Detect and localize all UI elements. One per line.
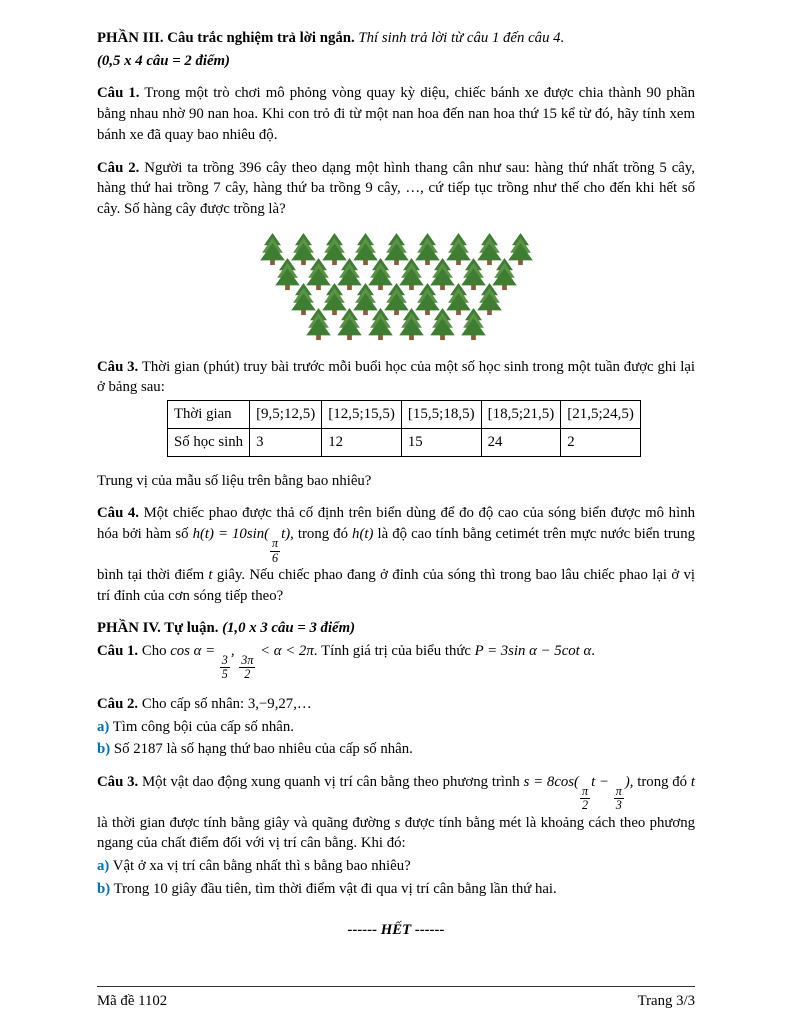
- question-4-3-a: a) Vật ở xa vị trí cân bằng nhất thì s bằng bao nhiêu?: [97, 858, 411, 875]
- table-row: [168, 429, 641, 457]
- question-label: Câu 1.: [97, 85, 140, 102]
- fraction: $\frac{3}{5}$: [221, 653, 228, 682]
- t-variable: t: [690, 773, 695, 790]
- formula-P: P = 3sin α − 5cot α: [474, 643, 592, 660]
- part3-heading-italic: Thí sinh trả lời từ câu 1 đến câu 4.: [358, 30, 565, 46]
- table-cell: [15,5;18,5): [401, 401, 481, 429]
- part4-heading-points: (1,0 x 3 câu = 3 điểm): [222, 620, 356, 637]
- item-b-label: b): [97, 880, 111, 897]
- fraction: $\frac{3\pi}{2}$: [241, 653, 254, 682]
- formula-cos: cos α = $\frac{3}{5}$ , $\frac{3\pi}{2}$ < α < 2π: [170, 643, 314, 682]
- question-3-1: [97, 83, 695, 145]
- tree-figure: [97, 232, 695, 341]
- tree-icon: [458, 307, 489, 341]
- tree-icon: [334, 307, 365, 341]
- table-cell: [12,5;15,5): [322, 401, 402, 429]
- formula-h: h(t) = 10sin( $\frac{\pi}{6}$ t): [192, 526, 291, 565]
- table-cell: 2: [561, 429, 641, 457]
- t-variable: t: [208, 566, 213, 583]
- table-cell: 15: [401, 429, 481, 457]
- part4-heading-bold: PHẦN IV. Tự luận.: [97, 620, 219, 637]
- question-label: Câu 3.: [97, 773, 139, 790]
- fraction: $\frac{\pi}{2}$: [581, 784, 589, 813]
- tree-icon: [396, 307, 427, 341]
- end-mark: ------ HẾT ------: [347, 921, 445, 938]
- question-text: Người ta trồng 396 cây theo dạng một hình thang cân như sau: hàng thứ nhất trồng 5 cây, hàng thứ hai trồng 7 cây, hàng thứ ba trồng 9 cây, …, cứ tiếp tục trồng như thế cho đến khi hết số cây. Số hàng cây được trồng là?: [97, 159, 695, 217]
- question-label: Câu 4.: [97, 505, 140, 522]
- question-4-2-b: b) Số 2187 là số hạng thứ bao nhiêu của cấp số nhân.: [97, 741, 413, 758]
- item-b-label: b): [97, 741, 111, 758]
- question-text: Cho cấp số nhân: 3,−9,27,…: [141, 695, 312, 712]
- question-4-3: Câu 3. Một vật dao động xung quanh vị trí cân bằng theo phương trình s = 8cos( $\frac{\pi}{2}$ t − $\frac{\pi}{3}$ ), trong đó t là thời gian được tính bằng giây và quãng đường s được tính bằng mét là khoảng cách theo phương ngang của chất điểm đối với vị trí cân bằng. Khi đó:: [97, 773, 696, 852]
- question-4-2: [97, 694, 695, 715]
- question-label: Câu 2.: [97, 159, 140, 176]
- table-cell: [21,5;24,5): [561, 401, 641, 429]
- item-a-label: a): [97, 858, 110, 875]
- question-label: Câu 1.: [97, 643, 139, 660]
- item-a-label: a): [97, 718, 110, 735]
- table-row: [168, 401, 641, 429]
- formula-s: s = 8cos( $\frac{\pi}{2}$ t − $\frac{\pi}{3}$ ): [523, 773, 630, 813]
- frequency-table: [167, 400, 641, 457]
- tree-row: [303, 307, 489, 341]
- question-4-2-a: a) Tìm công bội của cấp số nhân.: [97, 718, 294, 735]
- table-cell: Thời gian: [168, 401, 250, 429]
- table-cell: 12: [322, 429, 402, 457]
- table-cell: [18,5;21,5): [481, 401, 561, 429]
- exam-code: Mã đề 1102: [97, 993, 168, 1010]
- fraction: $\frac{\pi}{3}$: [615, 784, 622, 813]
- page-number: Trang 3/3: [637, 993, 695, 1010]
- question-label: Câu 2.: [97, 695, 139, 712]
- table-cell: 3: [250, 429, 322, 457]
- question-text: Một chiếc phao được thả cố định trên biển dùng để đo độ cao của sóng biển được mô hình hóa bởi hàm số: [97, 505, 695, 543]
- question-text: Thời gian (phút) truy bài trước mỗi buổi học của một số học sinh trong một tuần được ghi lại ở bảng sau:: [97, 358, 695, 396]
- part3-heading: [97, 28, 695, 49]
- question-text: Trong một trò chơi mô phỏng vòng quay kỳ diệu, chiếc bánh xe được chia thành 90 phần bằng nhau nhờ 90 nan hoa. Khi con trỏ đi từ một nan hoa đến nan hoa thứ 15 kể từ đó, hãy tính xem bánh xe đã quay bao nhiêu độ.: [97, 85, 695, 143]
- question-4-1: Câu 1. Cho cos α = $\frac{3}{5}$ , $\frac{3\pi}{2}$ < α < 2π. Tính giá trị của biểu thức P = 3sin α − 5cot α.: [97, 643, 595, 682]
- question-4-3-b: b) Trong 10 giây đầu tiên, tìm thời điểm vật đi qua vị trí cân bằng lần thứ hai.: [97, 880, 557, 897]
- page-footer: [97, 986, 695, 1012]
- tree-icon: [303, 307, 334, 341]
- fraction: $\frac{\pi}{6}$: [272, 536, 279, 565]
- tree-icon: [427, 307, 458, 341]
- table-cell: Số học sinh: [168, 429, 250, 457]
- table-cell: 24: [481, 429, 561, 457]
- s-variable: s: [394, 814, 401, 831]
- question-3-3: [97, 357, 695, 398]
- h-variable: h(t): [352, 526, 374, 543]
- question-3-3-followup: Trung vị của mẫu số liệu trên bằng bao nhiêu?: [97, 472, 372, 489]
- part3-heading-bold: PHẦN III. Câu trắc nghiệm trả lời ngắn.: [97, 30, 355, 46]
- table-cell: [9,5;12,5): [250, 401, 322, 429]
- part3-heading-points: (0,5 x 4 câu = 2 điểm): [97, 52, 230, 69]
- part4-heading: [97, 618, 695, 639]
- question-3-4: Câu 4. Một chiếc phao được thả cố định trên biển dùng để đo độ cao của sóng biển được mô hình hóa bởi hàm số h(t) = 10sin( $\frac{\pi}{6}$ t), trong đó h(t) là độ cao tính bằng cetimét trên mực nước biển trung bình tại thời điểm t giây. Nếu chiếc phao đang ở đỉnh của sóng thì trong bao lâu chiếc phao lại ở vị trí đỉnh của cơn sóng tiếp theo?: [97, 505, 695, 604]
- question-3-2: [97, 158, 695, 220]
- question-label: Câu 3.: [97, 358, 139, 375]
- tree-icon: [365, 307, 396, 341]
